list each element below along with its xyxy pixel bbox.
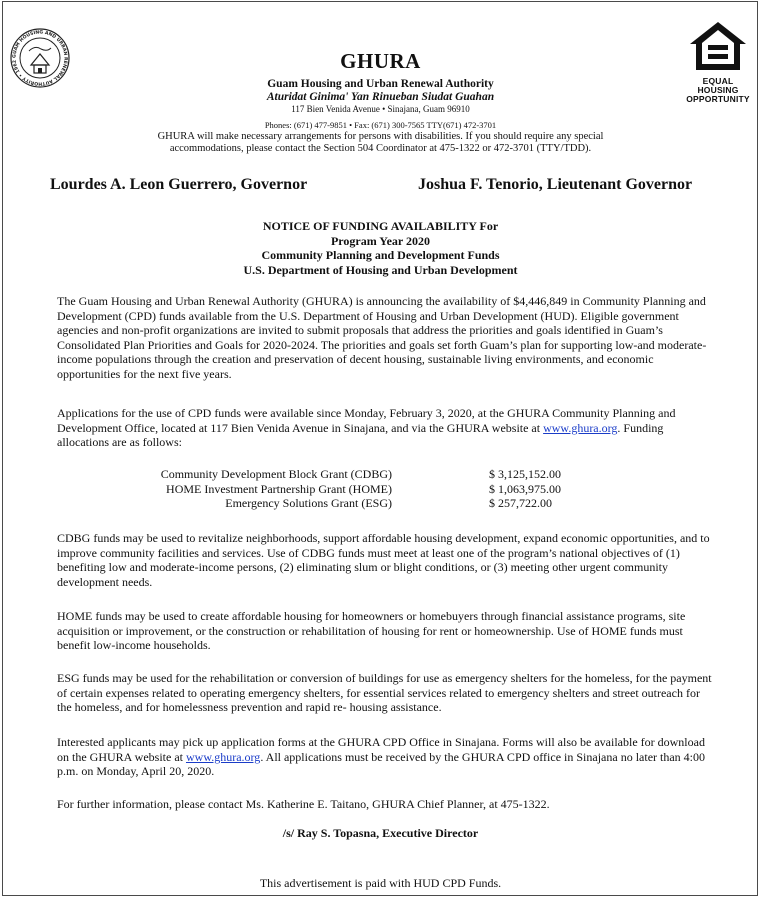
signature: /s/ Ray S. Topasna, Executive Director bbox=[282, 826, 479, 840]
home-paragraph: HOME funds may be used to create affordable housing for homeowners or homebuyers through financial assistance programs, site acquisition or improvement, or the construction or rehabilitation of housing for rent or homeownership. Use of HOME funds must benefit low-income households. bbox=[57, 609, 686, 652]
funding-amount-esg: $ 257,722.00 bbox=[489, 496, 552, 510]
eho-label: EQUAL HOUSING OPPORTUNITY bbox=[686, 76, 750, 104]
esg-paragraph: ESG funds may be used for the rehabilitation or conversion of buildings for use as emergency shelters for the homeless, for the payment of certain expenses related to operating emergency shelters, for essential services related to emergency shelters and street outreach for the homeless, and for homelessness prevention and rapid re- housing assistance. bbox=[57, 671, 712, 714]
funding-names bbox=[130, 467, 392, 511]
accessibility-notice bbox=[0, 131, 761, 155]
contact-paragraph: For further information, please contact Ms. Katherine E. Taitano, GHURA Chief Planner, at 475-1322. bbox=[57, 797, 550, 811]
funding-name-cdbg: Community Development Block Grant (CDBG) bbox=[160, 467, 392, 481]
notice-line-1: NOTICE OF FUNDING AVAILABILITY For bbox=[262, 219, 499, 233]
ghura-website-link[interactable]: www.ghura.org bbox=[543, 420, 618, 435]
org-address: 117 Bien Venida Avenue • Sinajana, Guam 96910 bbox=[291, 104, 470, 114]
funding-name-home: HOME Investment Partnership Grant (HOME) bbox=[166, 481, 392, 496]
interested-text: Interested applicants may pick up application forms at the GHURA CPD Office in Sinajana. Forms will also be available for download on the GHURA website at bbox=[57, 735, 705, 764]
org-name: Guam Housing and Urban Renewal Authority bbox=[267, 78, 494, 90]
funding-amount-cdbg: $ 3,125,152.00 bbox=[489, 467, 561, 481]
org-name-chamorro: Aturidat Ginima' Yan Rinueban Siudat Guahan bbox=[266, 91, 495, 103]
funding-amounts bbox=[489, 467, 609, 511]
intro-paragraph: The Guam Housing and Urban Renewal Authority (GHURA) is announcing the availability of $4,446,849 in Community Planning and Development (CPD) funds available from the U.S. Department of Housing and Urban Development (HUD). Eligible government agencies and non-profit organizations are invited to submit proposals that address the priorities and goals identified in Guam’s Consolidated Plan Priorities and Goals for 2020-2024. The priorities and goals set forth Guam’s plan for supporting low-and moderate-income populations through the creation and preservation of decent housing, sustainable living environments, and economic opportunities for the next five years. bbox=[57, 294, 707, 381]
lt-governor-name: Joshua F. Tenorio, Lieutenant Governor bbox=[418, 176, 693, 193]
ghura-website-link-2[interactable]: www.ghura.org bbox=[185, 749, 261, 764]
notice-line-2: Program Year 2020 bbox=[330, 233, 431, 248]
notice-line-3: Community Planning and Development Funds bbox=[261, 248, 500, 262]
funding-amount-home: $ 1,063,975.00 bbox=[489, 481, 561, 496]
footer-note: This advertisement is paid with HUD CPD Funds. bbox=[259, 876, 502, 890]
interested-paragraph bbox=[57, 735, 717, 779]
org-phones: Phones: (671) 477-9851 • Fax: (671) 300-7565 TTY(671) 472-3701 bbox=[264, 120, 497, 130]
governor-name: Lourdes A. Leon Guerrero, Governor bbox=[50, 176, 308, 193]
notice-line-4: U.S. Department of Housing and Urban Development bbox=[243, 262, 518, 277]
page-title: GHURA bbox=[340, 49, 421, 73]
cdbg-paragraph: CDBG funds may be used to revitalize neighborhoods, support affordable housing development, expand economic opportunities, and to improve community facilities and services. Use of CDBG funds must meet at least one of the program’s national objectives of (1) benefiting low and moderate-income persons, (2) eliminating slum or blight conditions, or (3) meeting other urgent community development needs. bbox=[57, 531, 710, 589]
applications-text: Applications for the use of CPD funds were available since Monday, February 3, 2020, at the GHURA Community Planning and Development Office, located at 117 Bien Venida Avenue in Sinajana, and via the GHURA website at bbox=[57, 406, 676, 435]
accessibility-text: GHURA will make necessary arrangements for persons with disabilities. If you should require any special accommodations, please contact the Section 504 Coordinator at 475-1322 or 472-3701 (TTY/TDD). bbox=[157, 131, 604, 154]
interested-text-end: . All applications must be received by the GHURA CPD office in Sinajana no later than 4:00 p.m. on Monday, April 20, 2020. bbox=[57, 749, 706, 778]
funding-name-esg: Emergency Solutions Grant (ESG) bbox=[225, 496, 392, 510]
svg-text:GUAM HOUSING AND URBAN RENEWAL: GUAM HOUSING AND URBAN RENEWAL AUTHORITY • 1962 bbox=[12, 30, 68, 86]
applications-text-end: . Funding allocations are as follows: bbox=[57, 420, 664, 449]
applications-paragraph bbox=[57, 406, 717, 450]
notice-heading bbox=[0, 219, 761, 277]
